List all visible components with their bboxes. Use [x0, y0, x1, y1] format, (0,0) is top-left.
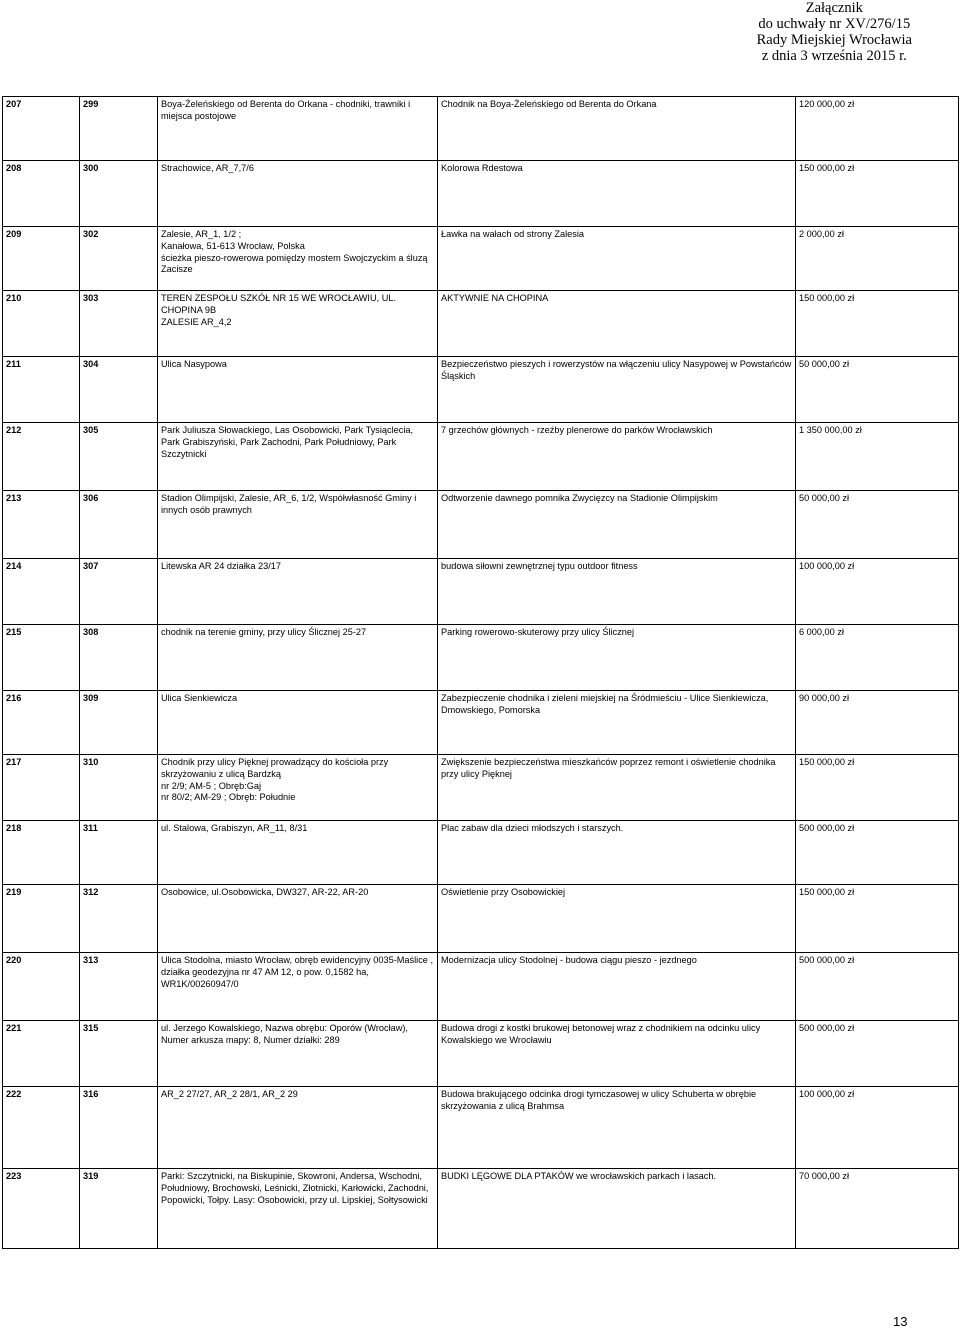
amount-cell: 50 000,00 zł: [796, 491, 959, 559]
table-row: [3, 227, 959, 291]
header-line-2: do uchwały nr XV/276/15: [758, 16, 911, 32]
location-cell: Litewska AR 24 działka 23/17: [158, 559, 438, 625]
table-row: [3, 885, 959, 953]
table-row: [3, 423, 959, 491]
table-row: [3, 357, 959, 423]
amount-cell: 500 000,00 zł: [796, 953, 959, 1021]
amount-cell: 150 000,00 zł: [796, 291, 959, 357]
location-cell: AR_2 27/27, AR_2 28/1, AR_2 29: [158, 1087, 438, 1169]
nr-cell: 302: [80, 227, 158, 291]
amount-cell: 100 000,00 zł: [796, 1087, 959, 1169]
nr-cell: 304: [80, 357, 158, 423]
description-cell: budowa siłowni zewnętrznej typu outdoor fitness: [438, 559, 796, 625]
description-cell: Zwiększenie bezpieczeństwa mieszkańców poprzez remont i oświetlenie chodnika przy ulicy Pięknej: [438, 755, 796, 821]
location-cell: Ulica Nasypowa: [158, 357, 438, 423]
description-cell: Kolorowa Rdestowa: [438, 161, 796, 227]
amount-cell: 70 000,00 zł: [796, 1169, 959, 1249]
location-cell: Zalesie, AR_1, 1/2 ; Kanałowa, 51-613 Wrocław, Polska ścieżka pieszo-rowerowa pomiędzy mostem Swojczyckim a śluzą Zacisze: [158, 227, 438, 291]
amount-cell: 100 000,00 zł: [796, 559, 959, 625]
header-line-3: Rady Miejskiej Wrocławia: [756, 32, 912, 48]
nr-cell: 315: [80, 1021, 158, 1087]
table-row: [3, 691, 959, 755]
location-cell: Strachowice, AR_7,7/6: [158, 161, 438, 227]
lp-cell: 221: [3, 1021, 80, 1087]
location-cell: TEREN ZESPOŁU SZKÓŁ NR 15 WE WROCŁAWIU, UL. CHOPINA 9B ZALESIE AR_4,2: [158, 291, 438, 357]
lp-cell: 207: [3, 97, 80, 161]
header-line-1: Załącznik: [805, 0, 863, 16]
location-cell: Chodnik przy ulicy Pięknej prowadzący do kościoła przy skrzyżowaniu z ulicą Bardzką nr 2/9; AM-5 ; Obręb:Gaj nr 80/2; AM-29 ; Obręb: Południe: [158, 755, 438, 821]
nr-cell: 300: [80, 161, 158, 227]
description-cell: Plac zabaw dla dzieci młodszych i starszych.: [438, 821, 796, 885]
nr-cell: 306: [80, 491, 158, 559]
lp-cell: 213: [3, 491, 80, 559]
page-number: 13: [893, 1314, 908, 1329]
location-cell: ul. Stalowa, Grabiszyn, AR_11, 8/31: [158, 821, 438, 885]
table-row: [3, 97, 959, 161]
description-cell: Bezpieczeństwo pieszych i rowerzystów na włączeniu ulicy Nasypowej w Powstańców Śląskich: [438, 357, 796, 423]
location-cell: Park Juliusza Słowackiego, Las Osobowicki, Park Tysiąclecia, Park Grabiszyński, Park Zachodni, Park Południowy, Park Szczytnicki: [158, 423, 438, 491]
projects-table: [2, 96, 959, 1249]
table-row: [3, 1087, 959, 1169]
lp-cell: 217: [3, 755, 80, 821]
description-cell: Modernizacja ulicy Stodolnej - budowa ciągu pieszo - jezdnego: [438, 953, 796, 1021]
amount-cell: 120 000,00 zł: [796, 97, 959, 161]
nr-cell: 305: [80, 423, 158, 491]
table-row: [3, 161, 959, 227]
description-cell: Chodnik na Boya-Żeleńskiego od Berenta do Orkana: [438, 97, 796, 161]
table-row: [3, 821, 959, 885]
description-cell: Parking rowerowo-skuterowy przy ulicy Ślicznej: [438, 625, 796, 691]
table-row: [3, 1021, 959, 1087]
nr-cell: 307: [80, 559, 158, 625]
amount-cell: 500 000,00 zł: [796, 1021, 959, 1087]
table-row: [3, 559, 959, 625]
table-row: [3, 625, 959, 691]
amount-cell: 500 000,00 zł: [796, 821, 959, 885]
description-cell: 7 grzechów głównych - rzeźby plenerowe do parków Wrocławskich: [438, 423, 796, 491]
amount-cell: 90 000,00 zł: [796, 691, 959, 755]
nr-cell: 319: [80, 1169, 158, 1249]
nr-cell: 311: [80, 821, 158, 885]
header-line-4: z dnia 3 września 2015 r.: [761, 48, 907, 64]
table-row: [3, 291, 959, 357]
lp-cell: 219: [3, 885, 80, 953]
description-cell: Oświetlenie przy Osobowickiej: [438, 885, 796, 953]
amount-cell: 150 000,00 zł: [796, 885, 959, 953]
description-cell: Budowa drogi z kostki brukowej betonowej wraz z chodnikiem na odcinku ulicy Kowalskiego we Wrocławiu: [438, 1021, 796, 1087]
lp-cell: 214: [3, 559, 80, 625]
amount-cell: 50 000,00 zł: [796, 357, 959, 423]
nr-cell: 312: [80, 885, 158, 953]
table-row: [3, 1169, 959, 1249]
nr-cell: 309: [80, 691, 158, 755]
lp-cell: 222: [3, 1087, 80, 1169]
lp-cell: 209: [3, 227, 80, 291]
location-cell: Stadion Olimpijski, Zalesie, AR_6, 1/2, Współwłasność Gminy i innych osób prawnych: [158, 491, 438, 559]
description-cell: Odtworzenie dawnego pomnika Zwycięzcy na Stadionie Olimpijskim: [438, 491, 796, 559]
table-row: [3, 953, 959, 1021]
nr-cell: 308: [80, 625, 158, 691]
lp-cell: 212: [3, 423, 80, 491]
lp-cell: 211: [3, 357, 80, 423]
nr-cell: 303: [80, 291, 158, 357]
location-cell: ul. Jerzego Kowalskiego, Nazwa obrębu: Oporów (Wrocław), Numer arkusza mapy: 8, Numer działki: 289: [158, 1021, 438, 1087]
nr-cell: 316: [80, 1087, 158, 1169]
lp-cell: 215: [3, 625, 80, 691]
amount-cell: 1 350 000,00 zł: [796, 423, 959, 491]
lp-cell: 218: [3, 821, 80, 885]
amount-cell: 150 000,00 zł: [796, 161, 959, 227]
location-cell: Boya-Żeleńskiego od Berenta do Orkana - chodniki, trawniki i miejsca postojowe: [158, 97, 438, 161]
lp-cell: 223: [3, 1169, 80, 1249]
location-cell: chodnik na terenie gminy, przy ulicy Ślicznej 25-27: [158, 625, 438, 691]
lp-cell: 216: [3, 691, 80, 755]
description-cell: BUDKI LĘGOWE DLA PTAKÓW we wrocławskich parkach i lasach.: [438, 1169, 796, 1249]
nr-cell: 299: [80, 97, 158, 161]
document-header: [757, 0, 912, 64]
lp-cell: 210: [3, 291, 80, 357]
description-cell: Zabezpieczenie chodnika i zieleni miejskiej na Śródmieściu - Ulice Sienkiewicza, Dmowskiego, Pomorska: [438, 691, 796, 755]
description-cell: AKTYWNIE NA CHOPINA: [438, 291, 796, 357]
amount-cell: 2 000,00 zł: [796, 227, 959, 291]
location-cell: Ulica Sienkiewicza: [158, 691, 438, 755]
amount-cell: 6 000,00 zł: [796, 625, 959, 691]
table-row: [3, 755, 959, 821]
amount-cell: 150 000,00 zł: [796, 755, 959, 821]
location-cell: Osobowice, ul.Osobowicka, DW327, AR-22, AR-20: [158, 885, 438, 953]
location-cell: Ulica Stodolna, miasto Wrocław, obręb ewidencyjny 0035-Maślice , działka geodezyjna nr 47 AM 12, o pow. 0,1582 ha, WR1K/00260947/0: [158, 953, 438, 1021]
location-cell: Parki: Szczytnicki, na Biskupinie, Skowroni, Andersa, Wschodni, Południowy, Brochowski, Leśnicki, Złotnicki, Karłowicki, Zachodni, Popowicki, Tołpy. Lasy: Osobowicki, przy ul. Lipskiej, Sołtysowicki: [158, 1169, 438, 1249]
table-row: [3, 491, 959, 559]
lp-cell: 220: [3, 953, 80, 1021]
description-cell: Budowa brakującego odcinka drogi tymczasowej w ulicy Schuberta w obrębie skrzyżowania z ulicą Brahmsa: [438, 1087, 796, 1169]
description-cell: Ławka na wałach od strony Zalesia: [438, 227, 796, 291]
lp-cell: 208: [3, 161, 80, 227]
nr-cell: 310: [80, 755, 158, 821]
nr-cell: 313: [80, 953, 158, 1021]
